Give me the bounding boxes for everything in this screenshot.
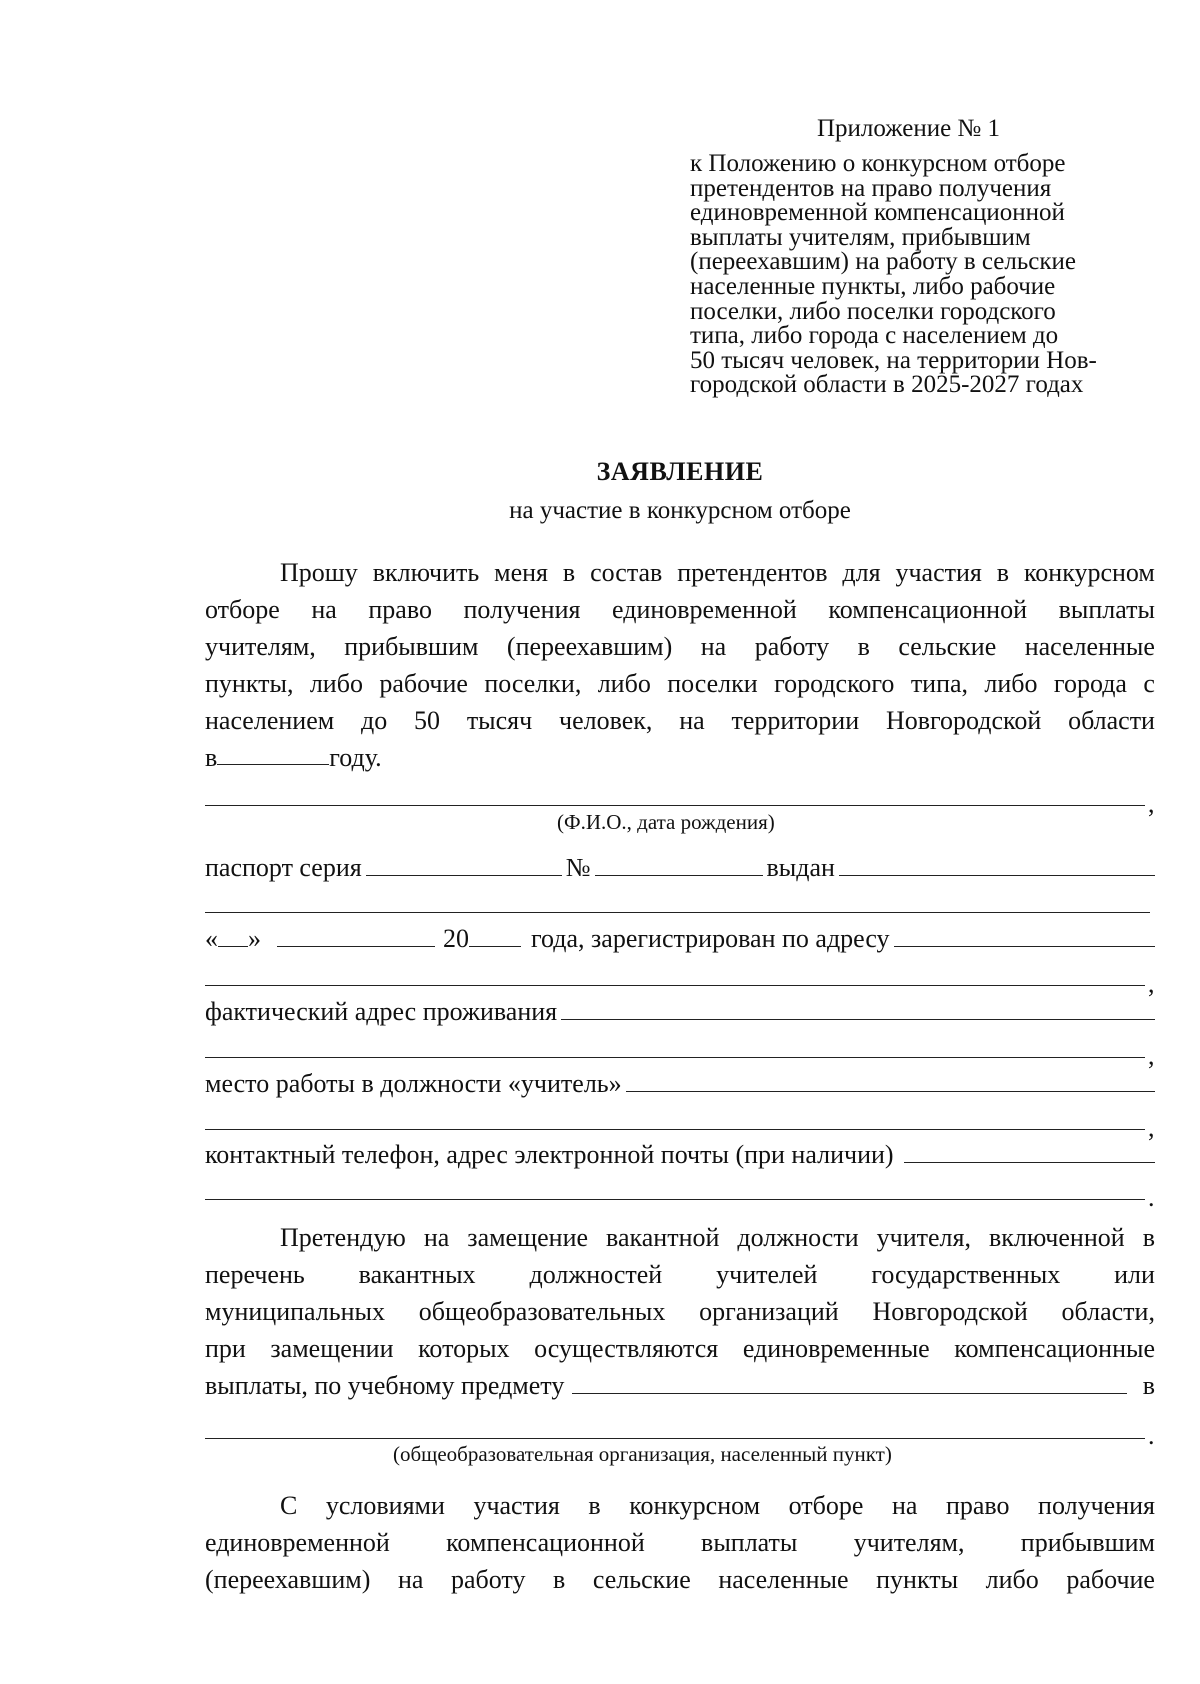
word: муниципальных [205, 1297, 386, 1326]
word: на [311, 595, 337, 624]
paragraph1-suffix: году. [329, 743, 382, 772]
word: конкурсном [629, 1491, 761, 1520]
word: человек, [559, 706, 653, 735]
subject-field[interactable] [572, 1369, 1126, 1394]
word: в [553, 1565, 566, 1594]
appendix-line: выплаты учителям, прибывшим [690, 223, 1031, 251]
word: пункты, [205, 669, 294, 698]
issue-day-field[interactable] [218, 922, 248, 947]
word: вакантных [358, 1260, 476, 1289]
word: поселки [667, 669, 758, 698]
word: типа, [910, 669, 969, 698]
registered-label: года, зарегистрирован по адресу [531, 924, 890, 953]
appendix-line: поселки, либо поселки городского [690, 297, 1056, 325]
word: вакантной [606, 1223, 720, 1252]
paragraph2-line [205, 1257, 1155, 1293]
word: в [996, 558, 1010, 587]
organization-field[interactable] [205, 1438, 1145, 1439]
word: отборе [788, 1491, 864, 1520]
word: государственных [871, 1260, 1061, 1289]
appendix-line: населенные пункты, либо рабочие [690, 272, 1056, 300]
quote-close: » [248, 924, 261, 953]
actual-address-field-continued[interactable] [205, 1057, 1145, 1058]
workplace-label: место работы в должности «учитель» [205, 1069, 622, 1098]
paragraph1-line [280, 555, 1155, 591]
word: участия [473, 1491, 560, 1520]
word: в [562, 558, 576, 587]
word: получения [1038, 1491, 1155, 1520]
passport-series-label: паспорт серия [205, 853, 362, 882]
word: право [368, 595, 432, 624]
word: должностей [529, 1260, 663, 1289]
appendix-line: (переехавшим) на работу в сельские [690, 248, 1076, 276]
word: в [1142, 1223, 1155, 1252]
contacts-label: контактный телефон, адрес электронной почты (при наличии) [205, 1140, 894, 1169]
paragraph1-line [205, 629, 1155, 665]
word: либо [984, 669, 1038, 698]
word: замещении [270, 1334, 394, 1363]
paragraph3-line [205, 1525, 1155, 1561]
word: населенные [718, 1565, 849, 1594]
paragraph3-line [280, 1488, 1155, 1524]
word: компенсационной [828, 595, 1028, 624]
word: С [280, 1491, 298, 1520]
word: претендентов [677, 558, 828, 587]
issue-year-field[interactable] [469, 922, 521, 947]
word: выплаты [1058, 595, 1155, 624]
quote-open: « [205, 924, 218, 953]
registration-address-field-continued[interactable] [205, 985, 1145, 986]
word: на [679, 706, 705, 735]
appendix-line: типа, либо города с населением до [690, 322, 1059, 350]
paragraph1-last-line [205, 740, 1155, 776]
word: учителям, [205, 632, 316, 661]
word: 50 [414, 706, 441, 735]
word: территории [731, 706, 860, 735]
workplace-comma: , [1148, 1113, 1155, 1142]
word: тысяч [466, 706, 533, 735]
workplace-field[interactable] [626, 1067, 1155, 1092]
word: либо [309, 669, 363, 698]
word: рабочие [1066, 1565, 1155, 1594]
passport-number-label: № [565, 853, 591, 882]
word: меня [494, 558, 549, 587]
paragraph2-line [205, 1331, 1155, 1367]
word: на [397, 1565, 424, 1594]
word: области, [1061, 1297, 1155, 1326]
word: поселки, [484, 669, 582, 698]
word: прибывшим [1020, 1528, 1155, 1557]
word: работу [451, 1565, 526, 1594]
paragraph1-line [205, 592, 1155, 628]
word: Прошу [280, 558, 358, 587]
paragraph1-line [205, 666, 1155, 702]
word: для [842, 558, 881, 587]
organization-caption: (общеобразовательная организация, населенный пункт) [393, 1442, 892, 1466]
appendix-title: Приложение № 1 [817, 115, 1001, 142]
subject-suffix: в [1142, 1371, 1155, 1400]
word: (переехавшим) [506, 632, 673, 661]
passport-number-field[interactable] [595, 851, 763, 876]
word: единовременной [612, 595, 797, 624]
workplace-field-continued[interactable] [205, 1129, 1145, 1130]
issue-month-field[interactable] [277, 922, 435, 947]
appendix-reference [690, 152, 1160, 398]
word: получения [463, 595, 581, 624]
paragraph2-line [280, 1220, 1155, 1256]
actual-address-row [205, 994, 1155, 1030]
issued-by-field-continued[interactable] [205, 912, 1150, 913]
word: населением [205, 706, 335, 735]
word: отборе [205, 595, 280, 624]
word: состав [590, 558, 663, 587]
word: городского [774, 669, 895, 698]
paragraph3-line [205, 1562, 1155, 1598]
issue-date-row [205, 921, 1155, 957]
passport-series-field[interactable] [366, 851, 562, 876]
word: при [205, 1334, 246, 1363]
word: сельские [898, 632, 997, 661]
word: работу [754, 632, 830, 661]
word: перечень [205, 1260, 305, 1289]
word: населенные [1024, 632, 1155, 661]
word: выплаты [701, 1528, 798, 1557]
appendix-line: единовременной компенсационной [690, 199, 1065, 227]
word: пункты [876, 1565, 959, 1594]
workplace-row [205, 1066, 1155, 1102]
document-subtitle: на участие в конкурсном отборе [509, 497, 851, 524]
word: (переехавшим) [205, 1565, 371, 1594]
contacts-field-continued[interactable] [205, 1199, 1145, 1200]
word: прибывшим [344, 632, 479, 661]
word: организаций [699, 1297, 839, 1326]
word: либо [597, 669, 651, 698]
word: должности [737, 1223, 859, 1252]
word: на [700, 632, 727, 661]
word: право [945, 1491, 1010, 1520]
issued-label: выдан [766, 853, 835, 882]
appendix-line: городской области в 2025-2027 годах [690, 371, 1084, 399]
registration-comma: , [1148, 969, 1155, 998]
word: учителям, [853, 1528, 965, 1557]
fio-comma: , [1148, 789, 1155, 818]
word: осуществляются [534, 1334, 719, 1363]
word: на [891, 1491, 918, 1520]
paragraph1-line [205, 703, 1155, 739]
word: в [857, 632, 870, 661]
passport-row [205, 850, 1155, 886]
actual-address-comma: , [1148, 1041, 1155, 1070]
fio-field[interactable] [205, 805, 1145, 806]
word: учителя, [876, 1223, 971, 1252]
actual-address-label: фактический адрес проживания [205, 997, 558, 1026]
word: на [423, 1223, 450, 1252]
word: или [1114, 1260, 1155, 1289]
word: города [1053, 669, 1127, 698]
word: в [588, 1491, 601, 1520]
word: области [1068, 706, 1155, 735]
appendix-line: претендентов на право получения [690, 174, 1052, 202]
paragraph2-line [205, 1294, 1155, 1330]
subject-label: выплаты, по учебному предмету [205, 1371, 565, 1400]
paragraph1-prefix: в [205, 743, 218, 772]
word: включить [372, 558, 480, 587]
word: учителей [716, 1260, 818, 1289]
word: замещение [467, 1223, 589, 1252]
word: Новгородской [885, 706, 1042, 735]
registration-address-field[interactable] [894, 922, 1155, 947]
contacts-field[interactable] [904, 1138, 1155, 1163]
actual-address-field[interactable] [561, 995, 1155, 1020]
word: либо [985, 1565, 1039, 1594]
word: до [360, 706, 388, 735]
word: единовременной [205, 1528, 390, 1557]
subject-row [205, 1368, 1155, 1404]
document-title: ЗАЯВЛЕНИЕ [596, 457, 764, 486]
word: единовременные [742, 1334, 930, 1363]
word: компенсационные [954, 1334, 1155, 1363]
word: сельские [592, 1565, 691, 1594]
word: компенсационной [446, 1528, 645, 1557]
fio-caption: (Ф.И.О., дата рождения) [557, 810, 775, 834]
word: Претендую [280, 1223, 406, 1252]
word: которых [418, 1334, 510, 1363]
word: с [1143, 669, 1155, 698]
word: рабочие [379, 669, 468, 698]
word: включенной [988, 1223, 1125, 1252]
organization-period: . [1148, 1421, 1155, 1450]
issued-by-field[interactable] [839, 851, 1155, 876]
year-prefix: 20 [443, 924, 469, 953]
appendix-line: 50 тысяч человек, на территории Нов- [690, 346, 1097, 374]
appendix-line: к Положению о конкурсном отборе [690, 150, 1066, 177]
year-blank[interactable] [217, 740, 329, 765]
word: условиями [325, 1491, 445, 1520]
contacts-period: . [1148, 1183, 1155, 1212]
word: конкурсном [1023, 558, 1155, 587]
word: общеобразовательных [418, 1297, 666, 1326]
word: участия [895, 558, 982, 587]
contacts-row [205, 1137, 1155, 1173]
word: Новгородской [872, 1297, 1028, 1326]
